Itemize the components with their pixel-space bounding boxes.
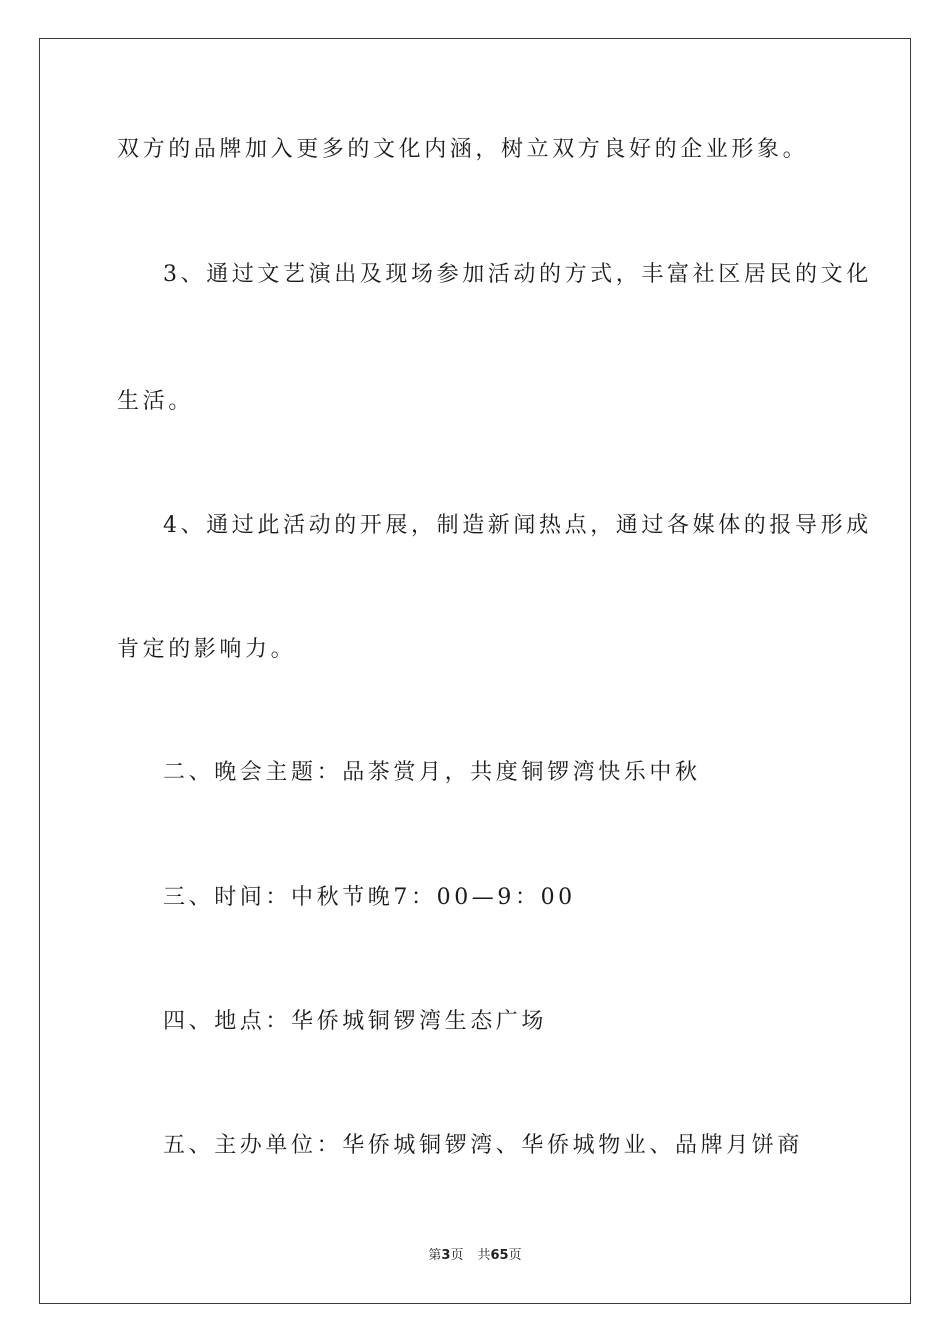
page-border (39, 38, 911, 1304)
paragraph-line-2: 3、通过文艺演出及现场参加活动的方式，丰富社区居民的文化 (163, 262, 872, 287)
section-heading-time: 三、时间：中秋节晚7：00—9：00 (163, 885, 576, 910)
paragraph-line-4: 4、通过此活动的开展，制造新闻热点，通过各媒体的报导形成 (163, 513, 872, 538)
paragraph-line-3: 生活。 (117, 389, 194, 414)
section-heading-theme: 二、晚会主题：品茶赏月，共度铜锣湾快乐中秋 (163, 760, 701, 785)
footer-page-prefix: 第 (428, 1248, 442, 1263)
footer-total-suffix: 页 (508, 1248, 522, 1263)
paragraph-line-1: 双方的品牌加入更多的文化内涵，树立双方良好的企业形象。 (117, 137, 809, 162)
footer-total-pages: 65 (490, 1248, 509, 1263)
footer-total-prefix: 共 (477, 1248, 491, 1263)
section-heading-organizer: 五、主办单位：华侨城铜锣湾、华侨城物业、品牌月饼商 (163, 1133, 804, 1158)
page-footer (0, 1247, 950, 1265)
section-heading-location: 四、地点：华侨城铜锣湾生态广场 (163, 1009, 548, 1034)
footer-current-page: 3 (441, 1248, 451, 1263)
paragraph-line-5: 肯定的影响力。 (117, 637, 297, 662)
footer-page-suffix: 页 (450, 1248, 464, 1263)
